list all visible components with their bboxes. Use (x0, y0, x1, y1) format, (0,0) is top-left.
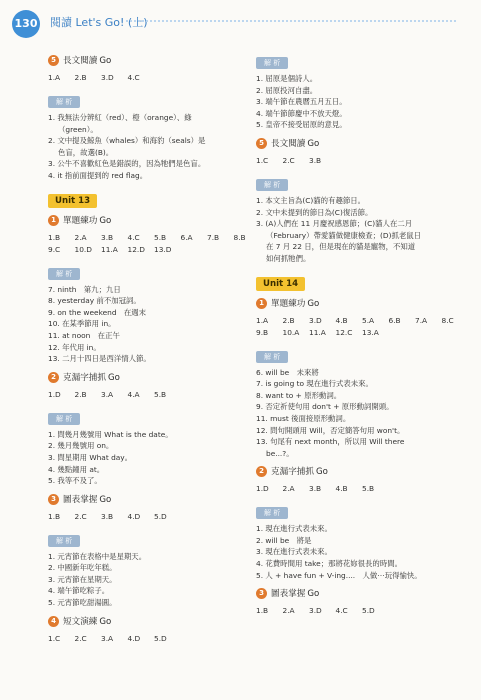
answer-key (48, 633, 263, 645)
explanation-line: 1. 元宵節在表格中是星期天。 (48, 551, 147, 561)
section-go: Go (307, 138, 320, 149)
explanation-line: 2. 中國新年吃年糕。 (48, 563, 117, 573)
answer-row (48, 232, 263, 244)
answer-item: 1.B (48, 511, 61, 521)
section-title (48, 371, 263, 385)
explanation-section (48, 406, 263, 487)
answer-section (48, 54, 263, 84)
explanation-line: 1. 我無法分辨紅（red）、橙（orange）、綠 (48, 113, 192, 122)
explanation-line: 9. 否定祈使句用 don't + 原形動詞開頭。 (256, 402, 394, 412)
explanation-badge: 解 析 (48, 535, 80, 547)
explanation-badge: 解 析 (48, 268, 80, 280)
explanation-line: 2. 幾月幾號用 on。 (48, 441, 114, 451)
answer-item: 4.C (127, 73, 140, 82)
explanation-line: 1. 本文主旨為(C)貓的有趣節日。 (256, 195, 366, 205)
explanation-line: 4. it 指前面提到的 red flag。 (48, 170, 148, 180)
answer-row (256, 605, 471, 617)
answer-item: 5.B (154, 232, 167, 242)
section-go: Go (99, 616, 112, 627)
explanation-line: 5. 元宵節吃甜湯圓。 (48, 598, 117, 608)
section-title (48, 214, 263, 228)
answer-item: 9.B (256, 327, 269, 337)
explanation-line: 13. 二月十四日是西洋情人節。 (48, 354, 151, 364)
answer-item: 2.A (74, 232, 87, 242)
answer-row (256, 315, 471, 327)
explanation-badge: 解 析 (256, 179, 288, 191)
explanation-section (48, 89, 263, 182)
explanation-line: 4. 端午節節慶中不放天燈。 (256, 108, 347, 118)
section-name: 單題練功 (63, 215, 98, 226)
explanation-section (256, 500, 471, 581)
explanation-list (48, 284, 263, 365)
answer-item: 7.A (415, 315, 428, 325)
answer-section (256, 137, 471, 167)
explanation-line: 3. (A)人們在 11 月慶祝感恩節；(C)貓人在二月 (256, 219, 413, 229)
section-go: Go (315, 467, 328, 478)
section-go: Go (99, 494, 112, 505)
section-number-icon: 4 (48, 616, 59, 627)
section-number-icon: 5 (256, 138, 267, 149)
section-title (256, 297, 471, 311)
answer-key (48, 511, 263, 523)
page-number: 130 (12, 10, 40, 38)
section-title (48, 54, 263, 68)
explanation-list (256, 523, 471, 581)
answer-item: 10.D (74, 244, 92, 254)
explanation-line: 1. 現在進行式表未來。 (256, 524, 332, 534)
section-name: 圖表掌握 (63, 494, 98, 505)
explanation-line: 色盲，故選(B)。 (58, 147, 114, 157)
answer-key (256, 315, 471, 339)
answer-item: 3.B (309, 155, 322, 165)
explanation-line: 12. 年代用 in。 (48, 342, 101, 352)
answer-item: 4.C (127, 232, 140, 242)
explanation-line: 11. at noon 在正午 (48, 330, 120, 340)
section-name: 長文閱讀 (271, 138, 306, 149)
explanation-line: 6. will be 未來將 (256, 367, 319, 377)
section-title (48, 493, 263, 507)
explanation-list (48, 112, 263, 182)
answer-item: 2.B (74, 389, 87, 399)
explanation-line: 2. will be 將是 (256, 535, 312, 545)
explanation-line: 13. 句尾有 next month，所以用 Will there (256, 437, 405, 447)
answer-item: 11.A (309, 327, 326, 337)
explanation-line: 2. 屈原投河自盡。 (256, 85, 318, 95)
section-number-icon: 5 (48, 55, 59, 66)
answer-item: 11.A (101, 244, 118, 254)
explanation-line: 1. 屈原是個詩人。 (256, 74, 318, 83)
explanation-line: 8. yesterday 前不加冠詞。 (48, 296, 141, 306)
answer-item: 10.A (282, 327, 300, 337)
explanation-line: 3. 公牛不喜歡紅色是錯誤的，因為牠們是色盲。 (48, 159, 206, 169)
answer-key (256, 605, 471, 617)
answer-item: 3.D (101, 73, 114, 82)
header-divider (126, 20, 456, 22)
explanation-badge: 解 析 (256, 57, 288, 69)
explanation-line: be...?。 (266, 448, 294, 458)
explanation-line: 7. ninth 第九；九日 (48, 284, 121, 294)
page-header (0, 0, 481, 40)
explanation-line: 在 7 月 22 日，但是現在的貓是寵物，不知道 (266, 242, 416, 252)
answer-row (48, 389, 263, 401)
explanation-line: 3. 現在進行式表未來。 (256, 547, 332, 557)
section-title (48, 615, 263, 629)
explanation-line: 3. 問星期用 What day。 (48, 452, 133, 462)
explanation-line: 12. 問句開頭用 Will，否定簡答句用 won't。 (256, 425, 405, 435)
answer-section (48, 493, 263, 523)
answer-section (256, 297, 471, 339)
answer-row (48, 244, 263, 256)
answer-item: 1.D (48, 389, 61, 399)
answer-item: 6.A (180, 232, 193, 242)
explanation-line: 5. 人 + have fun + V-ing.... 人做⋯玩得愉快。 (256, 570, 422, 580)
answer-item: 2.B (74, 73, 87, 82)
explanation-line: （green）。 (58, 124, 98, 134)
answer-item: 5.D (154, 511, 167, 521)
right-column (256, 50, 471, 622)
explanation-line: 11. must 後面接原形動詞。 (256, 413, 351, 423)
explanation-line: 7. is going to 現在進行式表未來。 (256, 379, 373, 389)
answer-item: 4.B (335, 484, 348, 494)
explanation-line: 5. 我等不及了。 (48, 476, 102, 486)
answer-key (256, 155, 471, 167)
answer-item: 4.D (127, 511, 141, 521)
answer-item: 1.C (48, 633, 61, 643)
answer-item: 2.C (74, 511, 87, 521)
section-name: 克漏字捕抓 (271, 467, 314, 478)
explanation-line: 10. 在某季節用 in。 (48, 319, 116, 329)
answer-row (48, 72, 263, 84)
answer-item: 4.D (127, 633, 141, 643)
answer-item: 2.A (282, 606, 295, 616)
answer-item: 4.C (335, 606, 348, 616)
explanation-section (256, 172, 471, 265)
answer-item: 3.D (309, 606, 322, 616)
left-column (48, 50, 263, 650)
answer-item: 1.B (256, 606, 269, 616)
answer-item: 2.B (282, 315, 295, 325)
answer-item: 1.D (256, 484, 269, 494)
answer-section (48, 371, 263, 401)
section-number-icon: 3 (48, 494, 59, 505)
answer-row (256, 483, 471, 495)
answer-item: 9.C (48, 244, 61, 254)
answer-key (256, 483, 471, 495)
section-title (256, 465, 471, 479)
explanation-line: 3. 端午節在農曆五月五日。 (256, 97, 347, 107)
explanation-list (256, 195, 471, 265)
section-title (256, 587, 471, 601)
answer-item: 5.D (154, 633, 167, 643)
section-go: Go (107, 372, 120, 383)
answer-key (48, 232, 263, 256)
explanation-list (256, 367, 471, 460)
answer-item: 3.D (309, 315, 322, 325)
answer-item: 1.A (256, 315, 269, 325)
explanation-line: （February）帶愛貓做健康檢查；(D)抓老鼠日 (266, 230, 422, 240)
explanation-line: 9. on the weekend 在週末 (48, 307, 147, 317)
answer-row (256, 155, 471, 167)
explanation-line: 5. 皇帝不接受屈原的意見。 (256, 120, 347, 130)
answer-item: 13.D (154, 244, 172, 254)
answer-item: 5.B (154, 389, 167, 399)
explanation-badge: 解 析 (256, 351, 288, 363)
explanation-badge: 解 析 (48, 96, 80, 108)
answer-item: 5.A (362, 315, 375, 325)
section-title (256, 137, 471, 151)
explanation-badge: 解 析 (48, 413, 80, 425)
answer-item: 12.C (335, 327, 353, 337)
answer-item: 6.B (388, 315, 401, 325)
explanation-line: 2. 文中未提到的節日為(C)復活節。 (256, 207, 373, 217)
answer-item: 3.B (101, 232, 114, 242)
answer-section (48, 214, 263, 256)
section-name: 短文演練 (63, 616, 98, 627)
section-number-icon: 1 (48, 215, 59, 226)
explanation-section (256, 50, 471, 131)
explanation-line: 8. want to + 原形動詞。 (256, 390, 342, 400)
answer-section (48, 615, 263, 645)
answer-item: 3.B (309, 484, 322, 494)
explanation-line: 4. 端午節吃粽子。 (48, 586, 110, 596)
unit-heading: Unit 14 (256, 277, 305, 291)
answer-item: 5.B (362, 484, 375, 494)
explanation-line: 如何抓牠們。 (266, 253, 311, 263)
explanation-list (48, 551, 263, 609)
answer-item: 2.C (282, 155, 295, 165)
answer-row (256, 327, 471, 339)
unit-heading: Unit 13 (48, 194, 97, 208)
answer-item: 3.A (101, 389, 114, 399)
explanation-list (48, 429, 263, 487)
section-name: 克漏字捕抓 (63, 372, 106, 383)
section-number-icon: 1 (256, 298, 267, 309)
explanation-section (48, 261, 263, 365)
answer-item: 2.A (282, 484, 295, 494)
answer-item: 1.B (48, 232, 61, 242)
answer-item: 3.A (101, 633, 114, 643)
section-name: 長文閱讀 (63, 56, 98, 66)
answer-item: 2.C (74, 633, 87, 643)
explanation-line: 4. 幾點鐘用 at。 (48, 464, 105, 474)
book-title: 閱讀 Let's Go! (上) (50, 16, 148, 29)
explanation-badge: 解 析 (256, 507, 288, 519)
answer-item: 5.D (362, 606, 375, 616)
answer-key (48, 72, 263, 84)
answer-section (256, 465, 471, 495)
answer-item: 4.B (335, 315, 348, 325)
answer-item: 3.B (101, 511, 114, 521)
section-go: Go (99, 215, 112, 226)
answer-key (48, 389, 263, 401)
explanation-section (48, 528, 263, 609)
answer-item: 8.B (233, 232, 246, 242)
section-go: Go (307, 298, 320, 309)
explanation-line: 4. 花費時間用 take；那將花妳很長的時間。 (256, 559, 402, 569)
section-name: 單題練功 (271, 298, 306, 309)
answer-item: 12.D (127, 244, 145, 254)
explanation-section (256, 344, 471, 460)
answer-item: 8.C (441, 315, 454, 325)
answer-item: 13.A (362, 327, 379, 337)
section-go: Go (99, 56, 112, 66)
answer-item: 4.A (127, 389, 140, 399)
explanation-line: 1. 問幾月幾號用 What is the date。 (48, 429, 173, 439)
answer-row (48, 633, 263, 645)
answer-item: 7.B (207, 232, 220, 242)
section-number-icon: 2 (256, 466, 267, 477)
explanation-list (256, 73, 471, 131)
answer-item: 1.C (256, 155, 269, 165)
explanation-line: 2. 文中提及鯨魚（whales）和海豹（seals）是 (48, 136, 206, 146)
section-go: Go (307, 589, 320, 600)
answer-row (48, 511, 263, 523)
section-number-icon: 2 (48, 372, 59, 383)
answer-item: 1.A (48, 73, 61, 82)
section-name: 圖表掌握 (271, 589, 306, 600)
explanation-line: 3. 元宵節在星期天。 (48, 574, 117, 584)
section-number-icon: 3 (256, 588, 267, 599)
answer-section (256, 587, 471, 617)
